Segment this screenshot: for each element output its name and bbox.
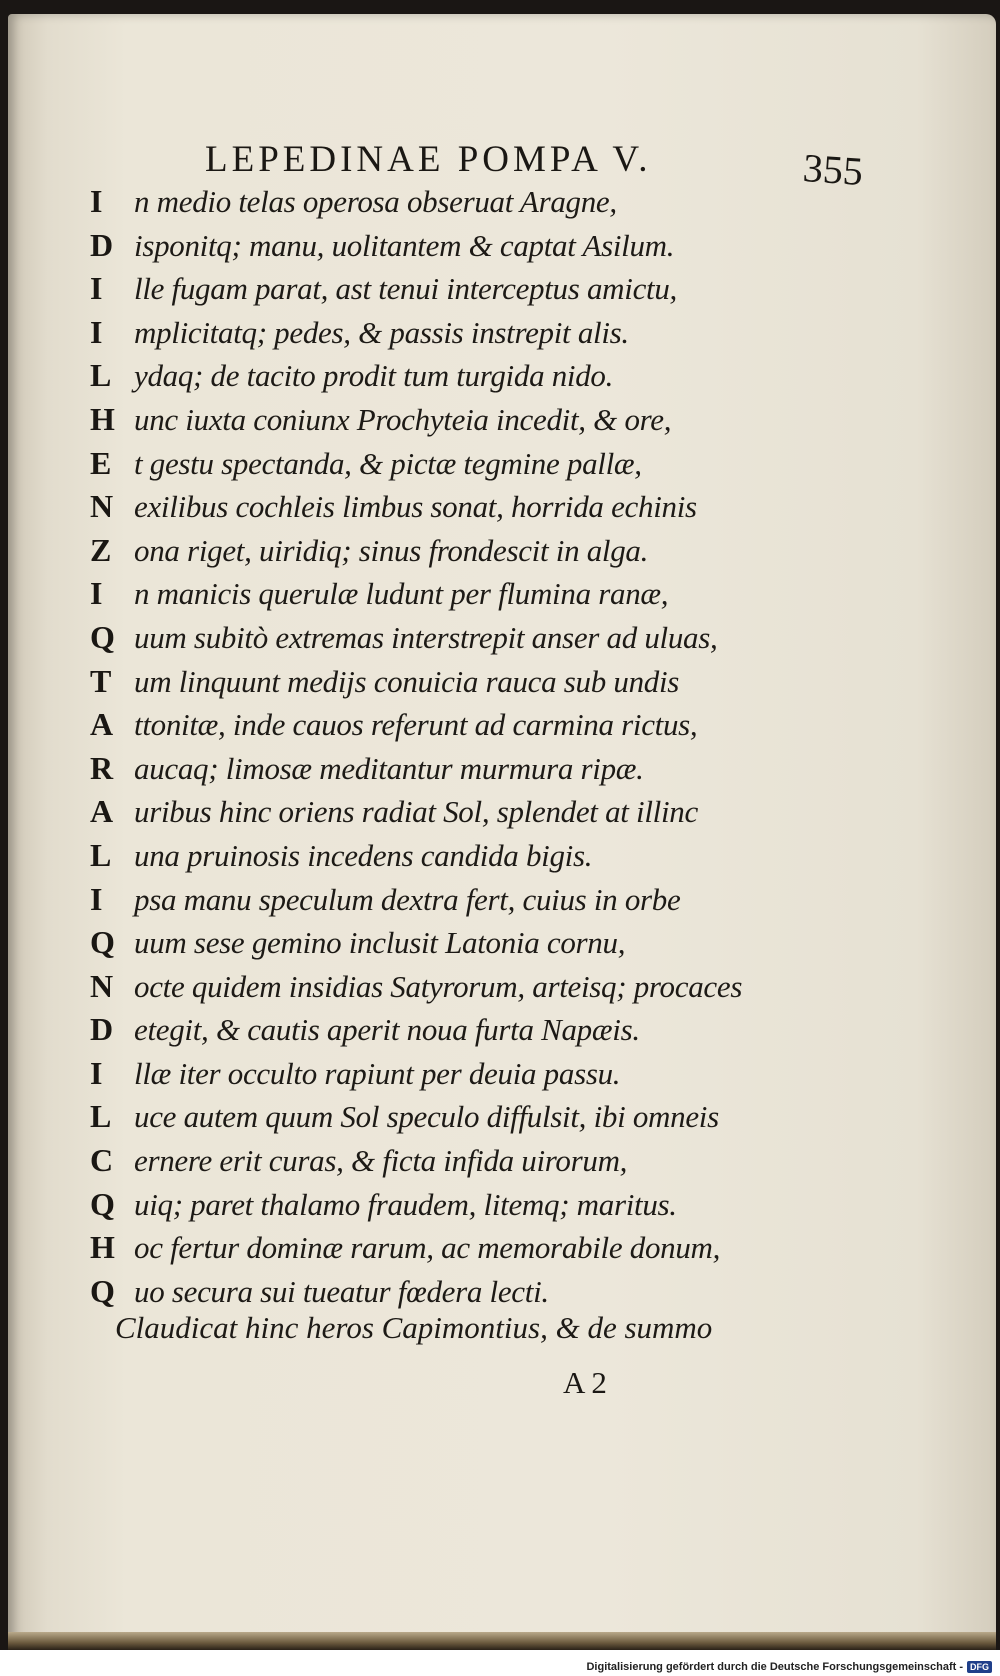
running-head: LEPEDINAE POMPA V. [205, 139, 652, 180]
page-bottom-edge [8, 1632, 996, 1650]
verse-line [90, 1095, 810, 1139]
verse-line [90, 1008, 810, 1052]
verse-text: mplicitatq; pedes, & passis instrepit alis. [134, 314, 629, 350]
closing-line: Claudicat hinc heros Capimontius, & de summo [115, 1310, 713, 1345]
credit-text: Digitalisierung gefördert durch die Deutsche Forschungsgemeinschaft - [586, 1661, 963, 1673]
verse-text: ernere erit curas, & ficta infida uirorum, [134, 1143, 628, 1179]
acrostic-initial: R [90, 749, 114, 786]
verse-line [90, 1270, 810, 1314]
verse-text: uum subitò extremas interstrepit anser ad uluas, [134, 619, 718, 655]
acrostic-initial: I [90, 575, 103, 612]
acrostic-initial: H [90, 1229, 115, 1266]
verse-line [90, 747, 810, 791]
acrostic-initial: I [90, 880, 103, 917]
verse-line [90, 616, 810, 660]
verse-text: isponitq; manu, uolitantem & captat Asilum. [134, 227, 675, 263]
acrostic-initial: Z [90, 531, 112, 568]
verse-line [90, 354, 810, 398]
signature-mark: A 2 [563, 1365, 607, 1400]
acrostic-initial: L [90, 1098, 112, 1135]
verse-text: n manicis querulæ ludunt per flumina ranæ, [134, 576, 669, 612]
verse-text: etegit, & cautis aperit noua furta Napæis. [134, 1012, 640, 1048]
verse-text: ydaq; de tacito prodit tum turgida nido. [134, 358, 614, 394]
verse-line [90, 180, 810, 224]
verse-line [90, 965, 810, 1009]
verse-text: octe quidem insidias Satyrorum, arteisq; procaces [134, 968, 743, 1004]
verse-line [90, 485, 810, 529]
verse-text: oc fertur dominæ rarum, ac memorabile donum, [134, 1230, 721, 1266]
acrostic-initial: N [90, 967, 114, 1004]
verse-line [90, 442, 810, 486]
verse-line [90, 1139, 810, 1183]
verse-text: psa manu speculum dextra fert, cuius in orbe [134, 881, 681, 917]
page-number: 355 [801, 144, 865, 195]
acrostic-initial: L [90, 836, 112, 873]
acrostic-initial: E [90, 444, 112, 481]
acrostic-initial: I [90, 1054, 103, 1091]
dfg-logo: DFG [967, 1661, 992, 1673]
verse-text: lle fugam parat, ast tenui interceptus amictu, [134, 271, 677, 307]
verse-line [90, 1052, 810, 1096]
verse-text: uo secura sui tueatur fœdera lecti. [134, 1273, 549, 1309]
acrostic-initial: A [90, 793, 114, 830]
acrostic-initial: N [90, 488, 114, 525]
verse-block [90, 180, 810, 1313]
verse-line [90, 398, 810, 442]
verse-line [90, 834, 810, 878]
verse-line [90, 660, 810, 704]
digitization-credit [586, 1661, 992, 1673]
verse-line [90, 311, 810, 355]
acrostic-initial: A [90, 706, 114, 743]
acrostic-initial: Q [90, 1272, 115, 1309]
acrostic-initial: Q [90, 1185, 115, 1222]
verse-text: exilibus cochleis limbus sonat, horrida echinis [134, 489, 697, 525]
verse-text: aucaq; limosæ meditantur murmura ripæ. [134, 750, 644, 786]
acrostic-initial: Q [90, 618, 115, 655]
acrostic-initial: I [90, 270, 103, 307]
verse-line [90, 878, 810, 922]
verse-line [90, 1226, 810, 1270]
verse-text: t gestu spectanda, & pictæ tegmine pallæ, [134, 445, 642, 481]
verse-text: n medio telas operosa obseruat Aragne, [134, 184, 617, 219]
acrostic-initial: T [90, 662, 112, 699]
acrostic-initial: I [90, 183, 103, 219]
verse-line [90, 1183, 810, 1227]
verse-line [90, 921, 810, 965]
verse-text: unc iuxta coniunx Prochyteia incedit, & ore, [134, 401, 672, 437]
acrostic-initial: C [90, 1142, 114, 1179]
verse-line [90, 529, 810, 573]
acrostic-initial: I [90, 313, 103, 350]
acrostic-initial: Q [90, 924, 115, 961]
verse-text: ttonitæ, inde cauos referunt ad carmina rictus, [134, 707, 698, 743]
verse-line [90, 703, 810, 747]
acrostic-initial: L [90, 357, 112, 394]
acrostic-initial: D [90, 226, 114, 263]
acrostic-initial: D [90, 1011, 114, 1048]
verse-line [90, 224, 810, 268]
verse-text: uum sese gemino inclusit Latonia cornu, [134, 925, 626, 961]
verse-line [90, 790, 810, 834]
verse-text: una pruinosis incedens candida bigis. [134, 837, 593, 873]
verse-text: ona riget, uiridiq; sinus frondescit in alga. [134, 532, 649, 568]
verse-line [90, 572, 810, 616]
acrostic-initial: H [90, 400, 115, 437]
verse-text: uiq; paret thalamo fraudem, litemq; maritus. [134, 1186, 677, 1222]
verse-text: llæ iter occulto rapiunt per deuia passu. [134, 1055, 621, 1091]
verse-text: uribus hinc oriens radiat Sol, splendet at illinc [134, 794, 698, 830]
verse-text: uce autem quum Sol speculo diffulsit, ibi omneis [134, 1099, 719, 1135]
verse-line [90, 267, 810, 311]
verse-text: um linquunt medijs conuicia rauca sub undis [134, 663, 680, 699]
